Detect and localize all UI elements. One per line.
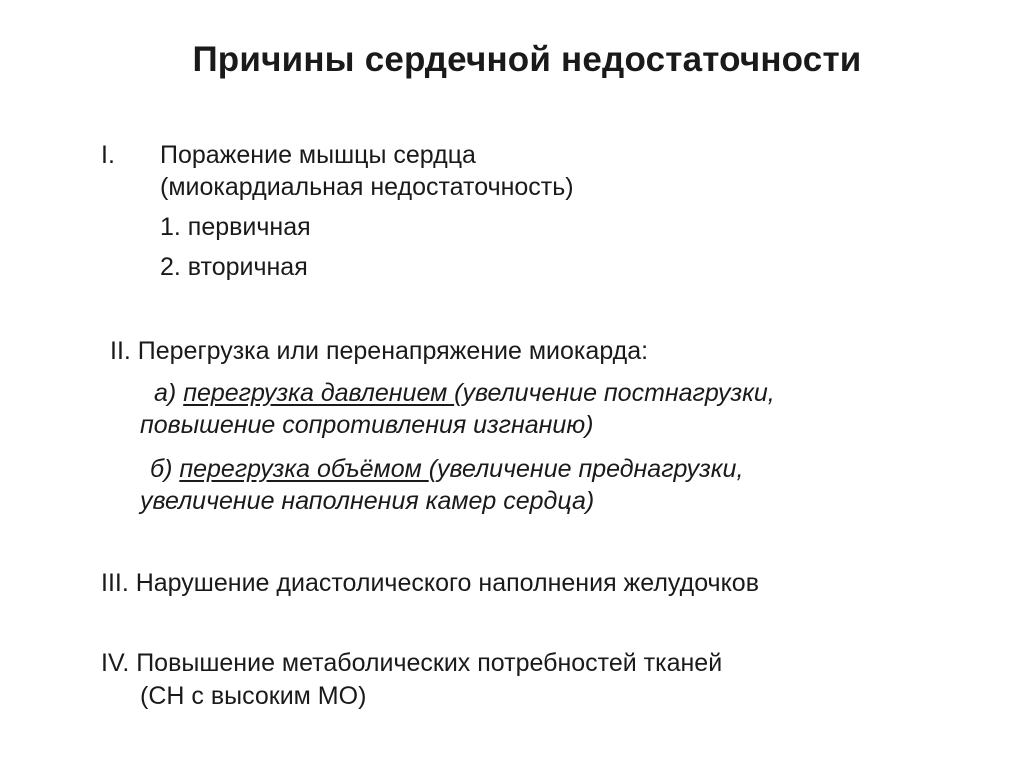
section-2-heading: II. Перегрузка или перенапряжение миокарда: [110, 337, 649, 365]
section-4-heading-line1: IV. Повышение метаболических потребностей тканей [101, 649, 723, 677]
item-b-rest: (увеличение преднагрузки, [428, 455, 744, 483]
item-b-prefix: б) [150, 455, 180, 483]
item-b-underlined-term: перегрузка объёмом [179, 455, 429, 483]
section-2-item-b-line2: увеличение наполнения камер сердца) [140, 487, 595, 515]
item-a-underlined-term: перегрузка давлением [183, 379, 455, 407]
section-1-item-1: 1. первичная [160, 213, 311, 241]
section-2-item-a [154, 378, 775, 408]
slide-title: Причины сердечной недостаточности [192, 40, 862, 79]
section-2-item-b [150, 454, 743, 484]
section-1-heading-line2: (миокардиальная недостаточность) [160, 173, 574, 201]
section-1-marker: I. [101, 141, 115, 169]
section-2-item-a-line2: повышение сопротивления изгнанию) [140, 411, 594, 439]
section-3-heading: III. Нарушение диастолического наполнения желудочков [101, 569, 759, 597]
section-4-heading-line2: (СН с высоким МО) [140, 682, 367, 710]
item-a-rest: (увеличение постнагрузки, [454, 379, 775, 407]
section-1-heading-line1: Поражение мышцы сердца [160, 141, 476, 169]
section-1-item-2: 2. вторичная [160, 253, 308, 281]
item-a-prefix: а) [154, 379, 184, 407]
